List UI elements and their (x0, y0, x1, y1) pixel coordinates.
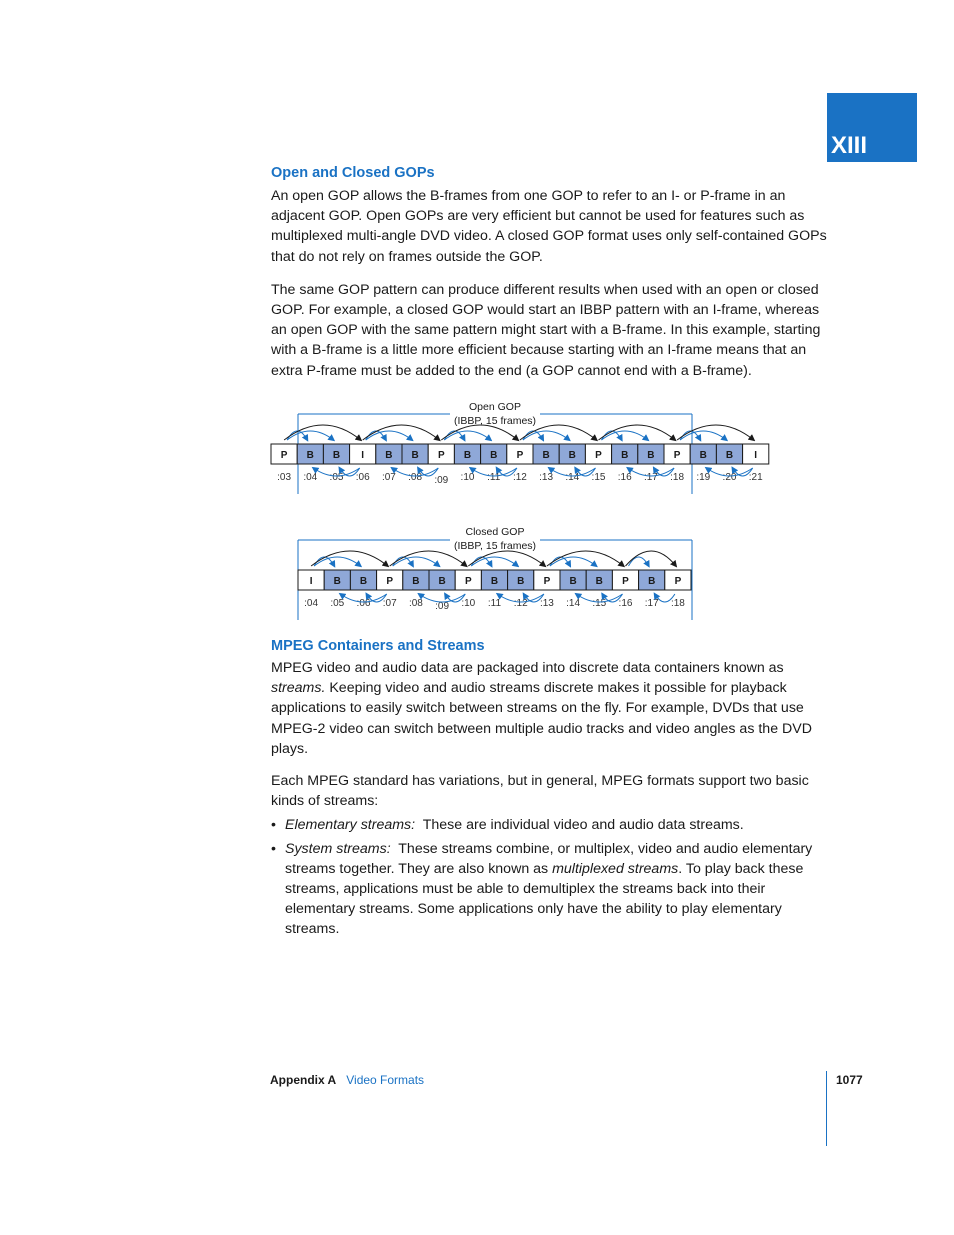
frame-label: B (490, 576, 499, 587)
frame-label: I (754, 450, 758, 461)
reference-arrow (629, 557, 649, 566)
stream-types-list (271, 815, 831, 939)
frame-label: B (359, 576, 368, 587)
paragraph: An open GOP allows the B-frames from one GOP to refer to an I- or P-frame in an adjacent GOP. Open GOPs are very efficient but cannot be used for features such as multiplexed multi-angle DVD video. A closed GOP format uses only self-contained GOPs that do not rely on frames outside the GOP. (271, 188, 827, 265)
time-label: :18 (670, 598, 685, 609)
time-label: :12 (513, 598, 528, 609)
frame-label: P (464, 576, 472, 587)
section-heading: Open and Closed GOPs (271, 165, 435, 181)
text-run: Keeping video and audio streams discrete makes it possible for playback applications to easily switch between streams on the fly. For example, DVDs that use MPEG-2 video can switch between multiple audio tracks and video angles as the DVD plays. (271, 680, 812, 757)
frame-label: B (463, 450, 472, 461)
open-gop-diagram (271, 398, 769, 494)
frame-label: P (437, 450, 445, 461)
section-heading: MPEG Containers and Streams (271, 638, 485, 654)
frame-label: B (725, 450, 734, 461)
frame-label: P (386, 576, 394, 587)
emphasis: System streams: (285, 840, 391, 857)
footer-chapter (270, 1072, 424, 1088)
frame-label: B (412, 576, 420, 587)
time-label: :10 (461, 598, 476, 609)
frame-label: B (595, 576, 603, 587)
frame-label: P (622, 576, 629, 587)
anchor-arrow (363, 425, 440, 440)
frame-label: P (673, 450, 681, 461)
time-label: :20 (722, 472, 737, 483)
time-label: :05 (329, 472, 344, 483)
time-label: :14 (566, 598, 581, 609)
frame-label: B (647, 450, 655, 461)
footer-divider (826, 1071, 827, 1146)
anchor-arrow (547, 551, 624, 566)
section-mpeg-containers (271, 637, 831, 943)
time-label: :13 (539, 472, 554, 483)
frame-label: B (306, 450, 314, 461)
frame-label: B (438, 576, 446, 587)
text-run: MPEG video and audio data are packaged into discrete data containers known as (271, 660, 784, 676)
frame-label: P (516, 450, 524, 461)
text-run: These are individual video and audio data streams. (415, 817, 744, 834)
paragraph (271, 658, 831, 759)
time-label: :08 (408, 598, 423, 609)
page-number: 1077 (836, 1073, 863, 1087)
frame-label: B (542, 450, 550, 461)
frame-label: B (333, 576, 341, 587)
gop-title: Open GOP (469, 401, 521, 413)
anchor-arrow (468, 551, 545, 566)
bullet-icon: • (271, 840, 276, 857)
frame-label: P (674, 576, 682, 587)
emphasis: Elementary streams: (285, 817, 416, 834)
anchor-arrow (677, 425, 754, 440)
time-label: :04 (304, 598, 319, 609)
anchor-arrow (284, 425, 361, 440)
text-run: . To play back these streams, applications must be able to demultiplex the streams back into their elementary streams. Some applications only have the ability to play elementary streams. (285, 860, 804, 938)
time-label: :05 (330, 598, 345, 609)
frame-label: I (361, 450, 365, 461)
list-item (271, 815, 831, 835)
chapter-tab: XIII (827, 93, 917, 162)
time-label: :16 (617, 472, 632, 483)
frame-label: P (595, 450, 602, 461)
frame-label: P (280, 450, 288, 461)
time-label: :13 (539, 598, 554, 609)
gop-subtitle: (IBBP, 15 frames) (453, 540, 537, 552)
frame-label: B (490, 450, 498, 461)
paragraph: The same GOP pattern can produce different results when used with an open or closed GOP. For example, a closed GOP would start an IBBP pattern with an I-frame, whereas an open GOP with the same pattern might start with a B-frame. In this example, starting with a B-frame is a little more efficient because starting with an I-frame means that an extra P-frame must be added to the end (a GOP cannot end with a B-frame). (271, 281, 821, 379)
frame-label: B (411, 450, 419, 461)
time-label: :21 (748, 472, 763, 483)
bullet-icon: • (271, 817, 276, 834)
anchor-arrow (390, 551, 467, 566)
time-label: :07 (381, 472, 396, 483)
frame-label: B (568, 450, 576, 461)
time-label: :15 (592, 598, 607, 609)
gop-subtitle: (IBBP, 15 frames) (453, 415, 537, 427)
closed-gop-diagram (298, 523, 692, 620)
emphasis: multiplexed streams (552, 860, 679, 877)
time-label: :15 (591, 472, 606, 483)
anchor-arrow (626, 551, 676, 566)
footer-appendix: Appendix A (270, 1073, 337, 1087)
time-label: :17 (644, 598, 659, 609)
time-label: :11 (487, 598, 502, 609)
time-label: :04 (303, 472, 318, 483)
time-label: :03 (277, 472, 292, 483)
time-label: :12 (512, 472, 527, 483)
frame-label: B (621, 450, 629, 461)
time-label: :06 (355, 472, 370, 483)
frame-label: B (648, 576, 656, 587)
time-label: :09 (435, 601, 450, 612)
paragraph: Each MPEG standard has variations, but in general, MPEG formats support two basic kinds of streams: (271, 773, 809, 810)
time-label: :11 (487, 472, 501, 483)
time-label: :18 (670, 472, 685, 483)
time-label: :06 (356, 598, 371, 609)
time-label: :16 (618, 598, 633, 609)
frame-label: I (309, 576, 313, 587)
frame-label: B (699, 450, 707, 461)
list-item (271, 839, 831, 940)
time-label: :17 (643, 472, 658, 483)
frame-label: B (569, 576, 577, 587)
emphasis: streams. (271, 680, 326, 697)
time-label: :10 (460, 472, 475, 483)
anchor-arrow (599, 425, 676, 440)
time-label: :09 (434, 475, 449, 486)
time-label: :14 (565, 472, 580, 483)
text-run: These streams combine, or multiplex, video and audio elementary streams together. They are also known as (285, 840, 817, 877)
time-label: :07 (382, 598, 397, 609)
anchor-arrow (311, 551, 388, 566)
frame-label: B (332, 450, 341, 461)
frame-label: B (385, 450, 393, 461)
time-label: :08 (408, 472, 423, 483)
frame-label: B (517, 576, 525, 587)
footer-title[interactable]: Video Formats (346, 1073, 425, 1087)
frame-label: P (543, 576, 551, 587)
gop-title: Closed GOP (465, 526, 525, 538)
time-label: :19 (696, 472, 711, 483)
